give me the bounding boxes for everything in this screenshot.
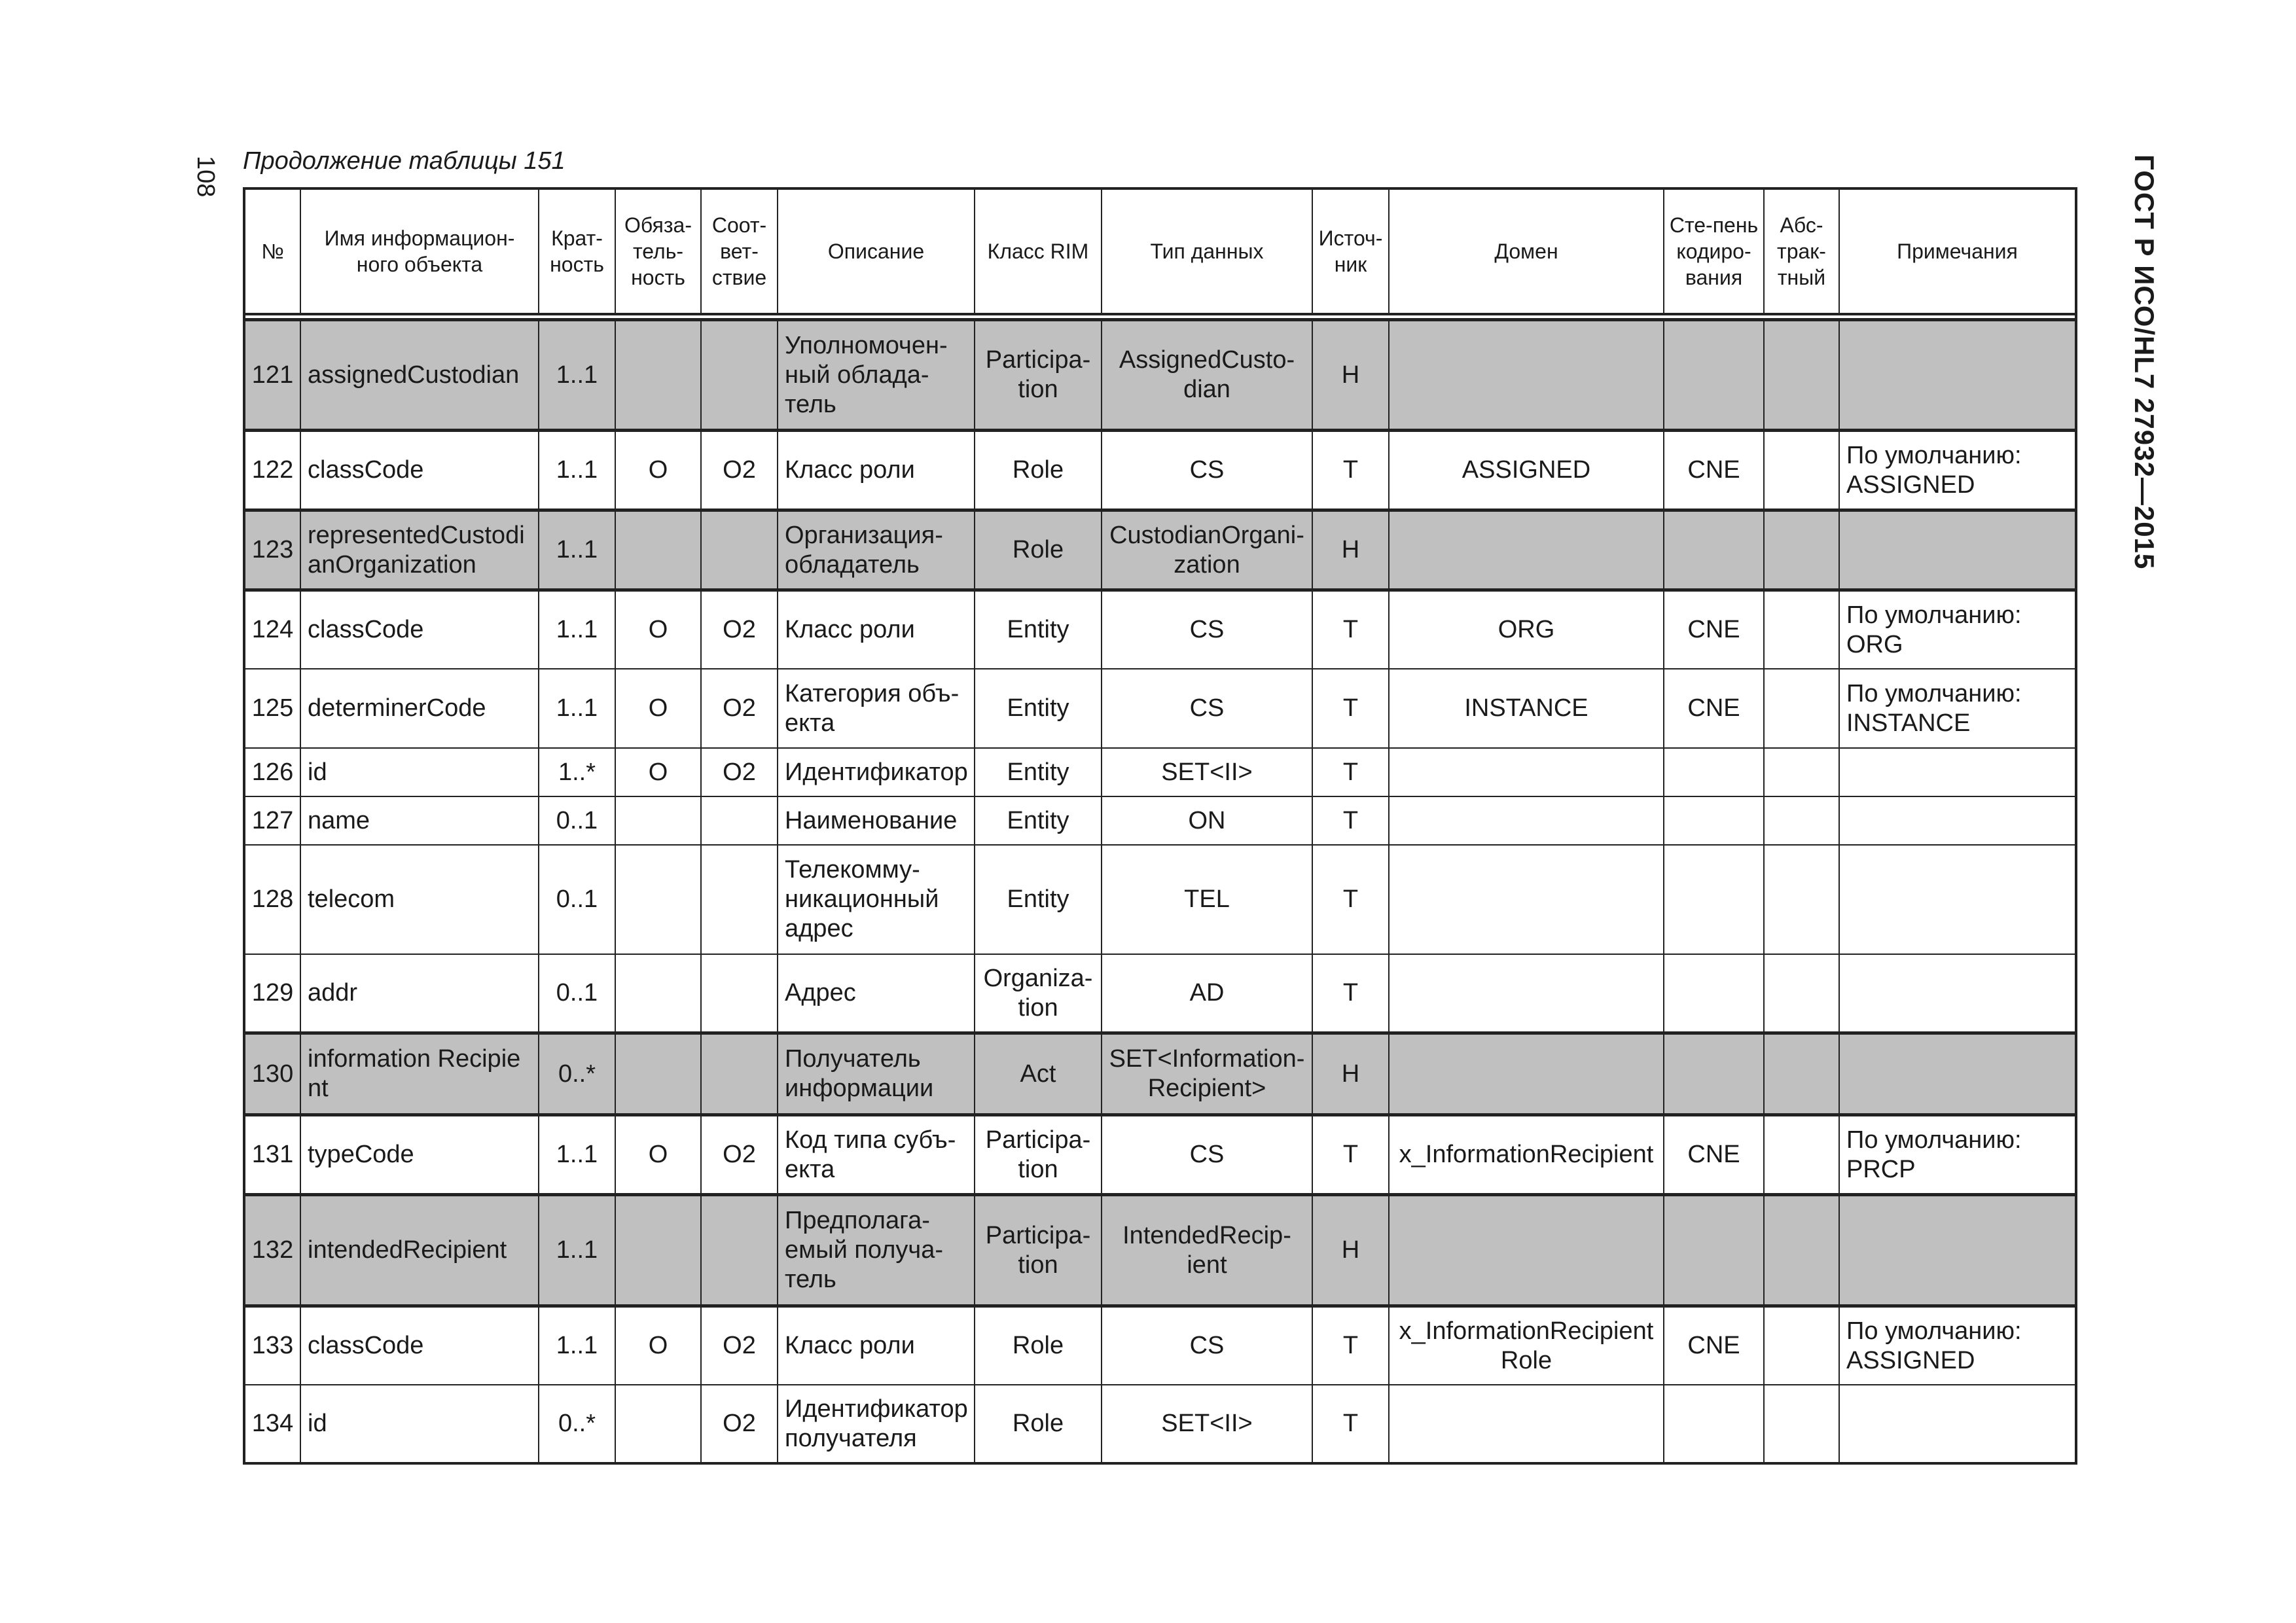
header-coding-strength: Сте-пень кодиро-вания (1664, 188, 1764, 314)
cell-conformance: O2 (701, 1385, 778, 1463)
cell-notes (1839, 748, 2076, 796)
table-body (244, 314, 2076, 1463)
cell-source: H (1312, 320, 1389, 431)
cell-rim-class: Act (975, 1033, 1102, 1115)
cell-name: determinerCode (300, 669, 539, 748)
cell-abstract (1764, 320, 1839, 431)
cell-domain (1389, 845, 1664, 954)
cell-number: 126 (244, 748, 300, 796)
cell-mandatory (615, 845, 701, 954)
header-data-type: Тип данных (1102, 188, 1312, 314)
cell-description: Организация-обладатель (778, 510, 975, 590)
cell-mandatory: O (615, 1306, 701, 1385)
cell-rim-class: Participa-tion (975, 1115, 1102, 1195)
cell-mandatory (615, 1385, 701, 1463)
cell-abstract (1764, 954, 1839, 1033)
cell-notes (1839, 845, 2076, 954)
cell-abstract (1764, 748, 1839, 796)
cell-rim-class: Entity (975, 748, 1102, 796)
cell-description: Уполномочен-ный облада-тель (778, 320, 975, 431)
table-row (244, 590, 2076, 669)
cell-description: Код типа субъ-екта (778, 1115, 975, 1195)
cell-domain (1389, 320, 1664, 431)
cell-domain: INSTANCE (1389, 669, 1664, 748)
cell-mandatory: O (615, 748, 701, 796)
cell-source: T (1312, 748, 1389, 796)
cell-data-type: AssignedCusto-dian (1102, 320, 1312, 431)
cell-rim-class: Participa-tion (975, 1195, 1102, 1306)
cell-domain (1389, 1385, 1664, 1463)
cell-name: id (300, 748, 539, 796)
cell-domain: x_InformationRecipient (1389, 1115, 1664, 1195)
table-row (244, 1195, 2076, 1306)
cell-notes: По умолчанию: ASSIGNED (1839, 431, 2076, 510)
cell-description: Категория объ-екта (778, 669, 975, 748)
cell-mandatory: O (615, 1115, 701, 1195)
cell-multiplicity: 1..1 (539, 431, 615, 510)
header-domain: Домен (1389, 188, 1664, 314)
cell-number: 129 (244, 954, 300, 1033)
cell-multiplicity: 0..1 (539, 845, 615, 954)
header-source: Источ-ник (1312, 188, 1389, 314)
cell-conformance (701, 320, 778, 431)
cell-notes (1839, 1195, 2076, 1306)
header-number: № (244, 188, 300, 314)
cell-notes: По умолчанию: ORG (1839, 590, 2076, 669)
cell-number: 122 (244, 431, 300, 510)
cell-coding-strength: CNE (1664, 431, 1764, 510)
cell-source: H (1312, 1195, 1389, 1306)
cell-multiplicity: 1..1 (539, 669, 615, 748)
cell-description: Класс роли (778, 1306, 975, 1385)
cell-domain (1389, 1195, 1664, 1306)
cell-multiplicity: 1..1 (539, 320, 615, 431)
table-row (244, 1033, 2076, 1115)
cell-number: 130 (244, 1033, 300, 1115)
page-number: 108 (192, 156, 219, 198)
cell-source: T (1312, 954, 1389, 1033)
cell-description: Предполага-емый получа-тель (778, 1195, 975, 1306)
cell-number: 132 (244, 1195, 300, 1306)
cell-multiplicity: 0..* (539, 1033, 615, 1115)
cell-coding-strength (1664, 845, 1764, 954)
cell-number: 123 (244, 510, 300, 590)
cell-data-type: TEL (1102, 845, 1312, 954)
cell-description: Получатель информации (778, 1033, 975, 1115)
cell-source: T (1312, 845, 1389, 954)
cell-coding-strength (1664, 1385, 1764, 1463)
cell-notes (1839, 1033, 2076, 1115)
cell-data-type: CS (1102, 590, 1312, 669)
cell-domain: x_InformationRecipient Role (1389, 1306, 1664, 1385)
cell-conformance: O2 (701, 590, 778, 669)
cell-rim-class: Organiza-tion (975, 954, 1102, 1033)
header-conformance: Соот-вет-ствие (701, 188, 778, 314)
cell-mandatory (615, 320, 701, 431)
cell-conformance (701, 1195, 778, 1306)
cell-number: 127 (244, 796, 300, 845)
cell-multiplicity: 1..1 (539, 510, 615, 590)
cell-rim-class: Entity (975, 590, 1102, 669)
cell-conformance (701, 796, 778, 845)
cell-rim-class: Role (975, 1306, 1102, 1385)
cell-description: Идентификатор (778, 748, 975, 796)
header-description: Описание (778, 188, 975, 314)
cell-conformance (701, 510, 778, 590)
cell-data-type: IntendedRecip-ient (1102, 1195, 1312, 1306)
cell-data-type: ON (1102, 796, 1312, 845)
cell-name: name (300, 796, 539, 845)
cell-number: 133 (244, 1306, 300, 1385)
cell-multiplicity: 0..* (539, 1385, 615, 1463)
cell-source: T (1312, 1385, 1389, 1463)
cell-conformance (701, 1033, 778, 1115)
cell-abstract (1764, 669, 1839, 748)
cell-data-type: CS (1102, 431, 1312, 510)
cell-abstract (1764, 1385, 1839, 1463)
cell-number: 124 (244, 590, 300, 669)
cell-name: addr (300, 954, 539, 1033)
cell-coding-strength: CNE (1664, 590, 1764, 669)
header-abstract: Абс-трак-тный (1764, 188, 1839, 314)
cell-name: telecom (300, 845, 539, 954)
cell-rim-class: Entity (975, 845, 1102, 954)
cell-data-type: SET<II> (1102, 748, 1312, 796)
cell-name: information Recipient (300, 1033, 539, 1115)
cell-rim-class: Entity (975, 669, 1102, 748)
cell-conformance: O2 (701, 669, 778, 748)
cell-name: classCode (300, 431, 539, 510)
cell-notes (1839, 510, 2076, 590)
cell-coding-strength (1664, 1033, 1764, 1115)
cell-mandatory (615, 954, 701, 1033)
cell-domain (1389, 954, 1664, 1033)
cell-conformance: O2 (701, 431, 778, 510)
cell-description: Наименование (778, 796, 975, 845)
cell-multiplicity: 1..* (539, 748, 615, 796)
cell-abstract (1764, 590, 1839, 669)
table-row (244, 431, 2076, 510)
cell-name: classCode (300, 1306, 539, 1385)
cell-coding-strength (1664, 748, 1764, 796)
cell-source: T (1312, 1115, 1389, 1195)
header-rim-class: Класс RIM (975, 188, 1102, 314)
cell-domain: ORG (1389, 590, 1664, 669)
cell-domain (1389, 748, 1664, 796)
cell-source: T (1312, 1306, 1389, 1385)
table-caption: Продолжение таблицы 151 (243, 147, 565, 175)
cell-description: Класс роли (778, 590, 975, 669)
cell-number: 131 (244, 1115, 300, 1195)
cell-number: 128 (244, 845, 300, 954)
cell-mandatory (615, 1033, 701, 1115)
header-name: Имя информацион-ного объекта (300, 188, 539, 314)
cell-coding-strength: CNE (1664, 1115, 1764, 1195)
cell-conformance: O2 (701, 1306, 778, 1385)
cell-coding-strength (1664, 796, 1764, 845)
table-row (244, 845, 2076, 954)
cell-conformance (701, 954, 778, 1033)
cell-source: T (1312, 796, 1389, 845)
cell-rim-class: Role (975, 1385, 1102, 1463)
table-row (244, 954, 2076, 1033)
cell-abstract (1764, 1306, 1839, 1385)
cell-notes: По умолчанию: INSTANCE (1839, 669, 2076, 748)
cell-source: T (1312, 590, 1389, 669)
cell-mandatory (615, 1195, 701, 1306)
cell-abstract (1764, 1033, 1839, 1115)
cell-source: H (1312, 510, 1389, 590)
cell-rim-class: Role (975, 510, 1102, 590)
cell-conformance (701, 845, 778, 954)
cell-multiplicity: 1..1 (539, 1195, 615, 1306)
cell-domain: ASSIGNED (1389, 431, 1664, 510)
cell-notes (1839, 796, 2076, 845)
cell-coding-strength (1664, 320, 1764, 431)
cell-rim-class: Role (975, 431, 1102, 510)
cell-data-type: CS (1102, 1306, 1312, 1385)
table-row (244, 1115, 2076, 1195)
cell-multiplicity: 1..1 (539, 590, 615, 669)
cell-domain (1389, 1033, 1664, 1115)
cell-multiplicity: 0..1 (539, 954, 615, 1033)
cell-notes (1839, 954, 2076, 1033)
cell-mandatory (615, 510, 701, 590)
cell-coding-strength (1664, 954, 1764, 1033)
header-mandatory: Обяза-тель-ность (615, 188, 701, 314)
cell-data-type: CS (1102, 1115, 1312, 1195)
cell-multiplicity: 1..1 (539, 1306, 615, 1385)
cell-name: id (300, 1385, 539, 1463)
header-separator (244, 314, 2076, 320)
cell-conformance: O2 (701, 748, 778, 796)
cell-notes (1839, 320, 2076, 431)
cell-description: Адрес (778, 954, 975, 1033)
divider (244, 314, 2076, 320)
cell-data-type: AD (1102, 954, 1312, 1033)
cell-source: T (1312, 431, 1389, 510)
cell-description: Идентификатор получателя (778, 1385, 975, 1463)
cell-description: Класс роли (778, 431, 975, 510)
data-table (243, 187, 2077, 1465)
cell-name: intendedRecipient (300, 1195, 539, 1306)
cell-notes: По умолчанию: ASSIGNED (1839, 1306, 2076, 1385)
cell-abstract (1764, 431, 1839, 510)
cell-coding-strength (1664, 1195, 1764, 1306)
cell-name: classCode (300, 590, 539, 669)
cell-abstract (1764, 796, 1839, 845)
cell-abstract (1764, 1115, 1839, 1195)
table-row (244, 510, 2076, 590)
table-row (244, 669, 2076, 748)
cell-mandatory: O (615, 590, 701, 669)
header-notes: Примечания (1839, 188, 2076, 314)
cell-data-type: SET<Information-Recipient> (1102, 1033, 1312, 1115)
cell-source: T (1312, 669, 1389, 748)
table-header-row (244, 188, 2076, 314)
cell-name: assignedCustodian (300, 320, 539, 431)
cell-domain (1389, 796, 1664, 845)
cell-abstract (1764, 1195, 1839, 1306)
cell-number: 121 (244, 320, 300, 431)
cell-abstract (1764, 510, 1839, 590)
table-row (244, 796, 2076, 845)
table-row (244, 320, 2076, 431)
cell-mandatory: O (615, 431, 701, 510)
cell-number: 134 (244, 1385, 300, 1463)
cell-rim-class: Participa-tion (975, 320, 1102, 431)
cell-data-type: CustodianOrgani-zation (1102, 510, 1312, 590)
cell-description: Телекомму-никационный адрес (778, 845, 975, 954)
cell-mandatory: O (615, 669, 701, 748)
cell-multiplicity: 1..1 (539, 1115, 615, 1195)
header-multiplicity: Крат-ность (539, 188, 615, 314)
cell-number: 125 (244, 669, 300, 748)
cell-rim-class: Entity (975, 796, 1102, 845)
cell-coding-strength (1664, 510, 1764, 590)
cell-coding-strength: CNE (1664, 1306, 1764, 1385)
cell-domain (1389, 510, 1664, 590)
cell-data-type: CS (1102, 669, 1312, 748)
cell-name: representedCustodianOrganization (300, 510, 539, 590)
standard-title: ГОСТ Р ИСО/HL7 27932—2015 (2129, 154, 2160, 570)
table-row (244, 1385, 2076, 1463)
cell-conformance: O2 (701, 1115, 778, 1195)
cell-abstract (1764, 845, 1839, 954)
table-row (244, 748, 2076, 796)
cell-coding-strength: CNE (1664, 669, 1764, 748)
cell-data-type: SET<II> (1102, 1385, 1312, 1463)
cell-notes (1839, 1385, 2076, 1463)
cell-notes: По умолчанию: PRCP (1839, 1115, 2076, 1195)
cell-name: typeCode (300, 1115, 539, 1195)
cell-source: H (1312, 1033, 1389, 1115)
table-row (244, 1306, 2076, 1385)
cell-multiplicity: 0..1 (539, 796, 615, 845)
cell-mandatory (615, 796, 701, 845)
